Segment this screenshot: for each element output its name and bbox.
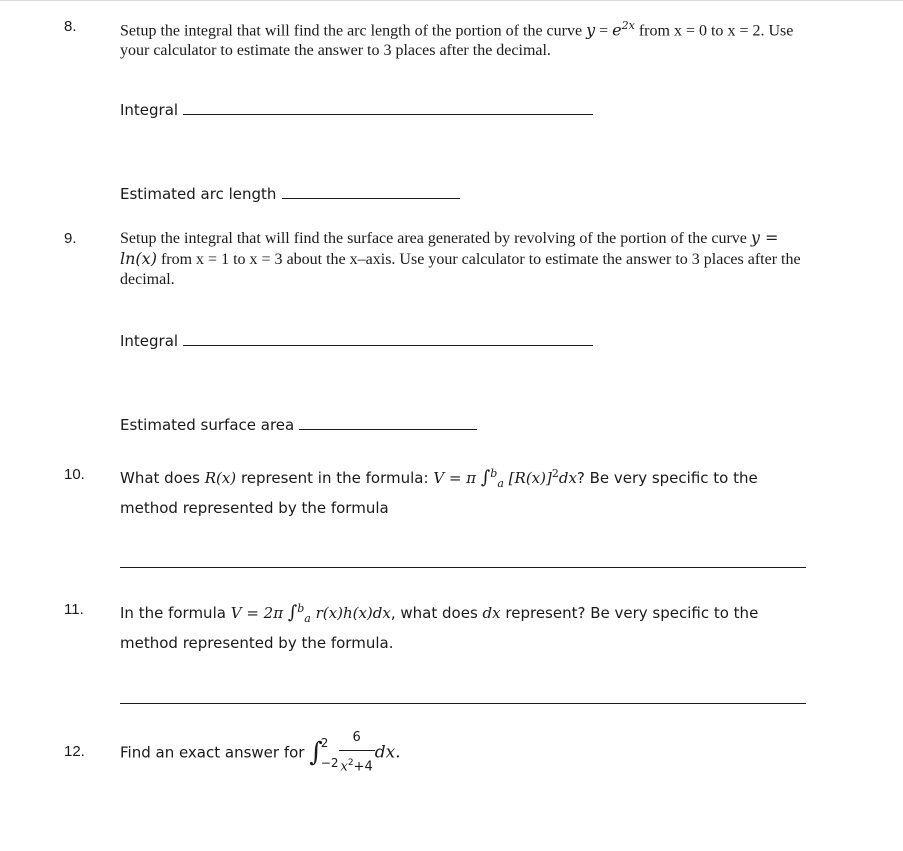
- q8-e-exp: 2x: [621, 19, 635, 32]
- q12-numerator: 6: [352, 730, 361, 745]
- q9-x-to: x = 3: [249, 251, 283, 268]
- q9-integral-answer-row: [120, 331, 593, 350]
- q11-formula-lhs: V = 2π: [230, 604, 284, 622]
- question-12-prompt: [120, 728, 520, 777]
- q10-answer-line[interactable]: [120, 567, 806, 568]
- q8-integral-label: Integral: [120, 101, 179, 119]
- q8-integral-answer-row: [120, 100, 593, 119]
- q12-integral-sign: ∫: [309, 737, 323, 768]
- q10-int-lower: a: [497, 477, 504, 490]
- q9-curve: y = ln(x): [120, 228, 779, 268]
- q8-integral-blank[interactable]: [183, 100, 593, 115]
- question-9-number: 9.: [64, 230, 77, 247]
- q12-fraction: [339, 728, 375, 777]
- q8-x-from: x = 0: [673, 22, 707, 40]
- q10-dx: dx: [558, 469, 577, 487]
- q9-to: to: [233, 251, 246, 268]
- q8-to: to: [710, 22, 724, 40]
- q8-from: from: [638, 22, 670, 40]
- q10-integral-sign: ∫: [480, 467, 491, 488]
- q10-r-of-x: R(x): [204, 469, 237, 487]
- q9-surface-area-label: Estimated surface area: [120, 416, 295, 434]
- q9-surface-area-blank[interactable]: [299, 415, 477, 430]
- q12-den-base: x: [340, 759, 348, 775]
- q8-curve-y: y: [586, 20, 596, 40]
- q11-integral-sign: ∫: [287, 602, 298, 623]
- q9-from: from: [160, 251, 193, 268]
- q11-text-c: represent? Be very specific to the method represented by the formula.: [120, 604, 759, 652]
- q12-int-upper: 2: [320, 735, 329, 750]
- q11-int-lower: a: [304, 612, 311, 625]
- question-8-number: 8.: [64, 18, 77, 35]
- q9-surface-area-answer-row: [120, 415, 477, 434]
- q8-e-base: e: [612, 20, 622, 40]
- q11-integrand: r(x)h(x)dx: [315, 604, 391, 622]
- q8-text-b: . Use your calculator to estimate the answer to 3 places after the decimal.: [120, 22, 794, 60]
- q10-power: 2: [551, 467, 559, 480]
- q12-den-exp: 2: [347, 758, 354, 768]
- q9-text-a: Setup the integral that will find the surface area generated by revolving of the portion of the curve: [120, 230, 747, 247]
- q10-text-a: What does: [120, 469, 200, 487]
- q8-arc-length-blank[interactable]: [282, 184, 460, 199]
- q12-int-lower: −2: [320, 755, 339, 770]
- q8-text-a: Setup the integral that will find the arc length of the portion of the curve: [120, 22, 583, 40]
- q9-text-b: about the x–axis. Use your calculator to estimate the answer to 3 places after the decimal.: [120, 251, 801, 288]
- q11-int-upper: b: [297, 602, 305, 615]
- q12-dx: dx.: [374, 742, 401, 763]
- q9-integral-blank[interactable]: [183, 331, 593, 346]
- question-11-prompt: [120, 597, 800, 655]
- q11-text-b: , what does: [390, 604, 478, 622]
- q10-formula-lhs: V = π: [433, 469, 477, 487]
- q8-arc-length-label: Estimated arc length: [120, 185, 277, 203]
- q10-integrand: [R(x)]: [508, 469, 552, 487]
- question-12-number: 12.: [64, 743, 85, 760]
- q12-den-rest: +4: [353, 759, 373, 775]
- q11-answer-line[interactable]: [120, 703, 806, 704]
- q10-int-upper: b: [490, 467, 498, 480]
- question-11-number: 11.: [64, 601, 84, 618]
- page-top-border: [0, 0, 903, 1]
- q9-integral-label: Integral: [120, 332, 179, 350]
- q10-text-c: ? Be very specific to the method represented by the formula: [120, 469, 758, 517]
- question-10-prompt: [120, 462, 800, 520]
- question-9-prompt: [120, 228, 820, 290]
- question-10-number: 10.: [64, 466, 85, 483]
- q8-eq: =: [599, 22, 609, 40]
- q12-denominator: [339, 750, 375, 777]
- question-8-prompt: [120, 16, 820, 61]
- q8-arc-length-answer-row: [120, 184, 460, 203]
- q9-x-from: x = 1: [196, 251, 230, 268]
- q8-x-to: x = 2: [727, 22, 761, 40]
- q12-text-a: Find an exact answer for: [120, 743, 305, 762]
- q10-text-b: represent in the formula:: [240, 469, 429, 487]
- q11-text-a: In the formula: [120, 604, 226, 622]
- q11-dx: dx: [482, 604, 501, 622]
